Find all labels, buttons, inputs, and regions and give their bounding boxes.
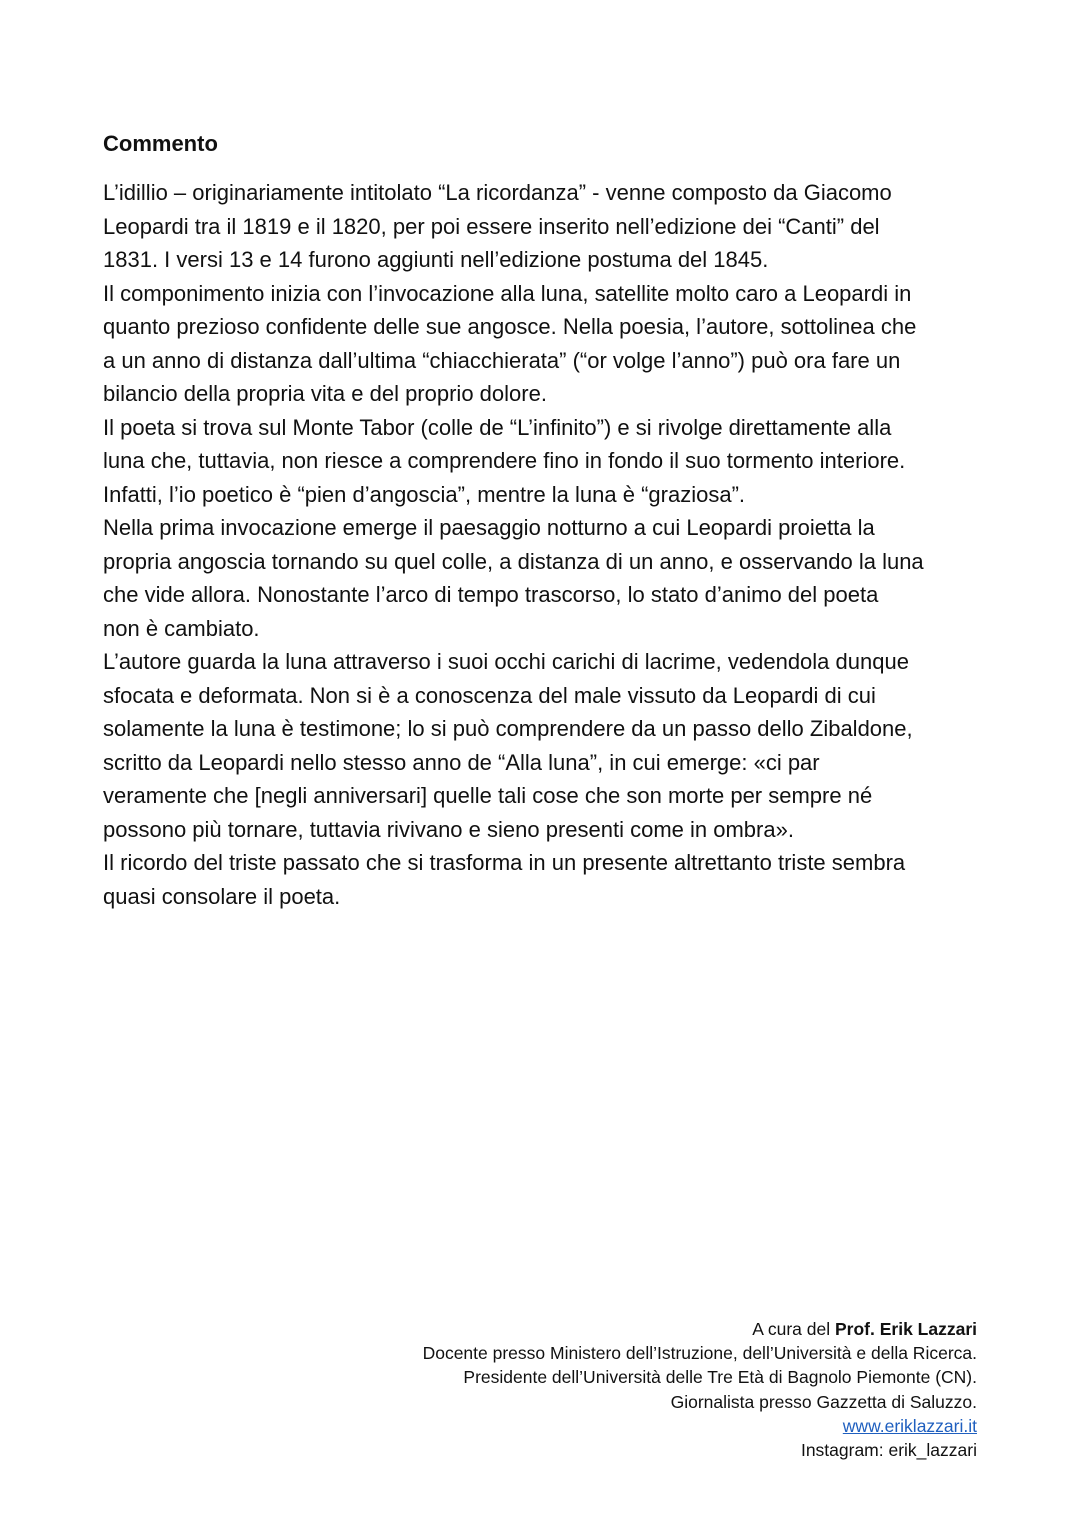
author-credits [423,1317,977,1462]
body-line: luna che, tuttavia, non riesce a comprendere fino in fondo il suo tormento interiore. [103,448,906,473]
body-line: Il ricordo del triste passato che si trasforma in un presente altrettanto triste sembra [103,850,906,875]
body-line: possono più tornare, tuttavia rivivano e sieno presenti come in ombra». [103,816,794,842]
author-role-university: Presidente dell’Università delle Tre Età di Bagnolo Piemonte (CN). [463,1367,977,1388]
body-line: Infatti, l’io poetico è “pien d’angoscia”, mentre la luna è “graziosa”. [103,481,746,507]
body-line: veramente che [negli anniversari] quelle tali cose che son morte per sempre né [103,783,873,808]
credits-prefix: A cura del [752,1319,835,1339]
section-heading: Commento [103,131,218,156]
website-link[interactable]: www.eriklazzari.it [842,1415,977,1436]
body-line: non è cambiato. [103,615,260,641]
body-line: a un anno di distanza dall’ultima “chiacchierata” (“or volge l’anno”) può ora fare un [103,347,901,373]
author-role-ministry: Docente presso Ministero dell’Istruzione, dell’Università e della Ricerca. [422,1343,977,1364]
body-line: che vide allora. Nonostante l’arco di tempo trascorso, lo stato d’animo del poeta [103,582,879,607]
body-line: quanto prezioso confidente delle sue angosce. Nella poesia, l’autore, sottolinea che [103,314,917,339]
credits-author-line [423,1317,977,1341]
body-line: bilancio della propria vita e del proprio dolore. [103,381,547,406]
commentary-body [103,176,983,913]
body-line: Il poeta si trova sul Monte Tabor (colle de “L’infinito”) e si rivolge direttamente alla [103,414,892,440]
body-line: 1831. I versi 13 e 14 furono aggiunti nell’edizione postuma del 1845. [103,247,769,272]
body-line: sfocata e deformata. Non si è a conoscenza del male vissuto da Leopardi di cui [103,682,876,708]
body-line: quasi consolare il poeta. [103,883,341,909]
website-line [423,1414,977,1438]
body-line: Nella prima invocazione emerge il paesaggio notturno a cui Leopardi proietta la [103,515,875,540]
body-line: L’idillio – originariamente intitolato “La ricordanza” - venne composto da Giacomo [103,180,892,205]
body-line: solamente la luna è testimone; lo si può comprendere da un passo dello Zibaldone, [103,716,913,741]
author-name: Prof. Erik Lazzari [835,1319,977,1339]
instagram-handle: Instagram: erik_lazzari [800,1440,977,1461]
body-line: propria angoscia tornando su quel colle, a distanza di un anno, e osservando la luna [103,548,924,574]
body-line: L’autore guarda la luna attraverso i suoi occhi carichi di lacrime, vedendola dunque [103,649,909,674]
body-line: Leopardi tra il 1819 e il 1820, per poi essere inserito nell’edizione dei “Canti” del [103,213,880,239]
author-role-journalist: Giornalista presso Gazzetta di Saluzzo. [670,1391,977,1412]
body-line: scritto da Leopardi nello stesso anno de “Alla luna”, in cui emerge: «ci par [103,749,820,775]
body-line: Il componimento inizia con l’invocazione alla luna, satellite molto caro a Leopardi in [103,280,912,306]
